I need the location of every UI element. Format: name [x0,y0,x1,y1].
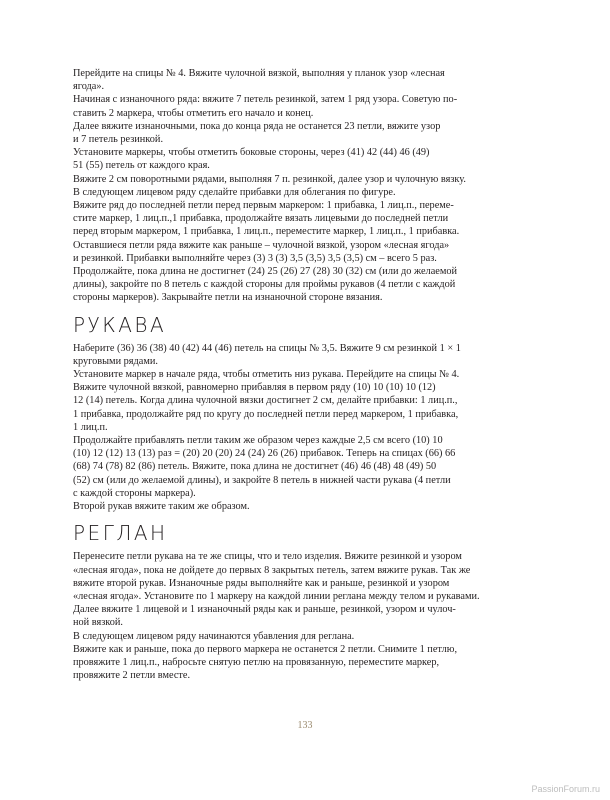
text-line: В следующем лицевом ряду сделайте прибавки для облегания по фигуре. [73,186,396,198]
text-line: Перенесите петли рукава на те же спицы, что и тело изделия. Вяжите резинкой и узором [73,551,462,563]
text-line: Наберите (36) 36 (38) 40 (42) 44 (46) петель на спицы № 3,5. Вяжите 9 см резинкой 1 × 1 [73,342,461,354]
section-body-sleeves [73,342,543,514]
text-line: Оставшиеся петли ряда вяжите как раньше – чулочной вязкой, узором «лесная ягода» [73,239,450,251]
section-title-sleeves: РУКАВА [73,312,167,337]
text-line: Начиная с изнаночного ряда: вяжите 7 петель резинкой, затем 1 ряд узора. Советую по- [73,94,458,106]
text-line: Установите маркеры, чтобы отметить боковые стороны, через (41) 42 (44) 46 (49) [73,147,430,159]
text-line: и 7 петель резинкой. [73,134,164,146]
text-line: «лесная ягода». Установите по 1 маркеру на каждой линии реглана между телом и рукавами. [73,590,480,602]
text-line: ставить 2 маркера, чтобы отметить его начало и конец. [73,107,314,119]
text-line: Вяжите 2 см поворотными рядами, выполняя 7 п. резинкой, далее узор и чулочную вязку. [73,173,466,185]
text-line: провяжите 1 лиц.п., набросьте снятую петлю на провязанную, переместите маркер, [73,656,440,668]
text-line: Второй рукав вяжите таким же образом. [73,501,250,513]
text-line: ягода». [73,81,105,93]
text-line: Далее вяжите изнаночными, пока до конца ряда не останется 23 петли, вяжите узор [73,120,441,132]
page-content [73,67,543,682]
text-line: 12 (14) петель. Когда длина чулочной вязки достигнет 2 см, делайте прибавки: 1 лиц.п., [73,395,458,407]
text-line: стороны маркеров). Закрывайте петли на изнаночной стороне вязания. [73,292,383,304]
text-line: 51 (55) петель от каждого края. [73,160,210,172]
section-body-raglan [73,550,543,682]
text-line: и резинкой. Прибавки выполняйте через (3) 3 (3) 3,5 (3,5) 3,5 (3,5) см – всего 5 раз. [73,252,437,264]
text-line: ной вязкой. [73,617,123,629]
text-line: (10) 12 (12) 13 (13) раз = (20) 20 (20) 24 (24) 26 (26) прибавок. Теперь на спицах (66) 66 [73,448,456,460]
section-body [73,67,543,305]
text-line: Вяжите ряд до последней петли перед первым маркером: 1 прибавка, 1 лиц.п., переме- [73,200,454,212]
text-line: Продолжайте прибавлять петли таким же образом через каждые 2,5 см всего (10) 10 [73,435,443,447]
text-line: 1 лиц.п. [73,421,108,433]
section-title-raglan: РЕГЛАН [73,521,168,546]
text-line: Вяжите чулочной вязкой, равномерно прибавляя в первом ряду (10) 10 (10) 10 (12) [73,382,436,394]
text-line: с каждой стороны маркера). [73,487,196,499]
text-line: круговыми рядами. [73,355,158,367]
text-line: провяжите 2 петли вместе. [73,670,191,682]
text-line: перед вторым маркером, 1 прибавка, 1 лиц.п., переместите маркер, 1 лиц.п., 1 прибавка. [73,226,460,238]
watermark: PassionForum.ru [531,784,600,794]
text-line: «лесная ягода», пока не дойдете до первых 8 закрытых петель, затем вяжите рукав. Так же [73,564,471,576]
text-line: Перейдите на спицы № 4. Вяжите чулочной вязкой, выполняя у планок узор «лесная [73,68,445,79]
text-line: Продолжайте, пока длина не достигнет (24) 25 (26) 27 (28) 30 (32) см (или до желаемой [73,266,458,278]
text-line: Вяжите как и раньше, пока до первого маркера не останется 2 петли. Снимите 1 петлю, [73,643,458,655]
text-line: 1 прибавка, продолжайте ряд по кругу до последней петли перед маркером, 1 прибавка, [73,408,459,420]
page-number: 133 [297,720,313,731]
text-line: длины), закройте по 8 петель с каждой стороны для проймы рукавов (4 петли с каждой [73,279,456,291]
text-line: В следующем лицевом ряду начинаются убавления для реглана. [73,630,355,642]
text-line: Далее вяжите 1 лицевой и 1 изнаночный ряды как и раньше, резинкой, узором и чулоч- [73,604,456,616]
text-line: Установите маркер в начале ряда, чтобы отметить низ рукава. Перейдите на спицы № 4. [73,369,460,381]
text-line: стите маркер, 1 лиц.п.,1 прибавка, продолжайте вязать лицевыми до последней петли [73,213,449,225]
text-line: (52) см (или до желаемой длины), и закройте 8 петель в нижней части рукава (4 петли [73,474,451,486]
text-line: (68) 74 (78) 82 (86) петель. Вяжите, пока длина не достигнет (46) 46 (48) 48 (49) 50 [73,461,437,473]
text-line: вяжите второй рукав. Изнаночные ряды выполняйте как и раньше, резинкой и узором [73,577,450,589]
